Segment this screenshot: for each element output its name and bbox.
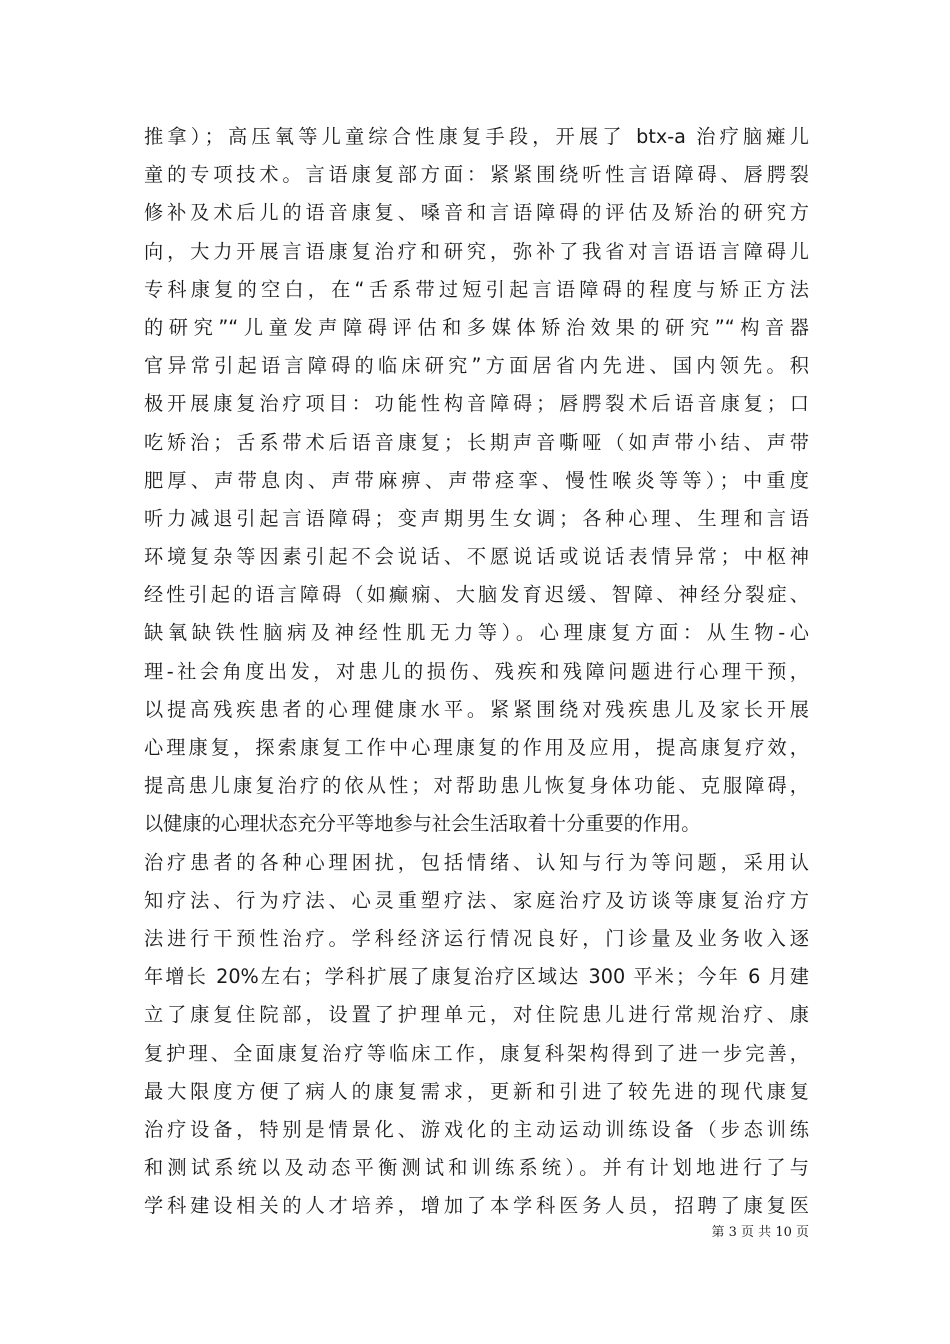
text-line: 童的专项技术。言语康复部方面：紧紧围绕听性言语障碍、唇腭裂 <box>144 163 809 187</box>
page-number-footer: 第 3 页 共 10 页 <box>711 1225 809 1240</box>
text-line: 理-社会角度出发，对患儿的损伤、残疾和残障问题进行心理干预， <box>144 659 809 683</box>
text-line: 和测试系统以及动态平衡测试和训练系统）。并有计划地进行了与 <box>144 1156 809 1180</box>
text-line: 官异常引起语言障碍的临床研究”方面居省内先进、国内领先。积 <box>144 354 809 378</box>
text-line: 治疗设备，特别是情景化、游戏化的主动运动训练设备（步态训练 <box>144 1117 809 1141</box>
body-text <box>144 118 809 1225</box>
text-line: 提高患儿康复治疗的依从性；对帮助患儿恢复身体功能、克服障碍， <box>144 774 809 798</box>
text-line: 的研究”“儿童发声障碍评估和多媒体矫治效果的研究”“构音器 <box>144 315 809 339</box>
text-line: 以提高残疾患者的心理健康水平。紧紧围绕对残疾患儿及家长开展 <box>144 697 809 721</box>
text-line: 听力减退引起言语障碍；变声期男生女调；各种心理、生理和言语 <box>144 506 809 530</box>
text-line: 修补及术后儿的语音康复、嗓音和言语障碍的评估及矫治的研究方 <box>144 201 809 225</box>
text-line: 极开展康复治疗项目：功能性构音障碍；唇腭裂术后语音康复；口 <box>144 392 809 416</box>
text-line: 法进行干预性治疗。学科经济运行情况良好，门诊量及业务收入逐 <box>144 926 809 950</box>
text-line: 心理康复，探索康复工作中心理康复的作用及应用，提高康复疗效， <box>144 736 809 759</box>
text-line: 肥厚、声带息肉、声带麻痹、声带痉挛、慢性喉炎等等）；中重度 <box>144 468 809 492</box>
text-line: 环境复杂等因素引起不会说话、不愿说话或说话表情异常；中枢神 <box>144 545 809 569</box>
text-line: 最大限度方便了病人的康复需求，更新和引进了较先进的现代康复 <box>144 1079 809 1103</box>
text-line: 向，大力开展言语康复治疗和研究，弥补了我省对言语语言障碍儿 <box>144 239 809 263</box>
text-line: 缺氧缺铁性脑病及神经性肌无力等）。心理康复方面：从生物-心 <box>144 621 809 645</box>
text-line: 治疗患者的各种心理困扰，包括情绪、认知与行为等问题，采用认 <box>144 850 809 874</box>
text-line: 以健康的心理状态充分平等地参与社会生活取着十分重要的作用。 <box>144 812 701 836</box>
text-line: 推拿）；高压氧等儿童综合性康复手段，开展了 btx-a 治疗脑瘫儿 <box>144 125 809 148</box>
text-line: 复护理、全面康复治疗等临床工作，康复科架构得到了进一步完善， <box>144 1041 809 1065</box>
text-line: 立了康复住院部，设置了护理单元，对住院患儿进行常规治疗、康 <box>144 1003 809 1027</box>
text-line: 学科建设相关的人才培养，增加了本学科医务人员，招聘了康复医 <box>144 1194 809 1218</box>
text-line: 吃矫治；舌系带术后语音康复；长期声音嘶哑（如声带小结、声带 <box>144 430 809 454</box>
text-line: 经性引起的语言障碍（如癫痫、大脑发育迟缓、智障、神经分裂症、 <box>144 583 809 607</box>
text-line: 专科康复的空白，在“舌系带过短引起言语障碍的程度与矫正方法 <box>144 277 809 301</box>
text-line: 年增长 20%左右；学科扩展了康复治疗区域达 300 平米；今年 6 月建 <box>144 965 809 989</box>
text-line: 知疗法、行为疗法、心灵重塑疗法、家庭治疗及访谈等康复治疗方 <box>144 888 809 912</box>
